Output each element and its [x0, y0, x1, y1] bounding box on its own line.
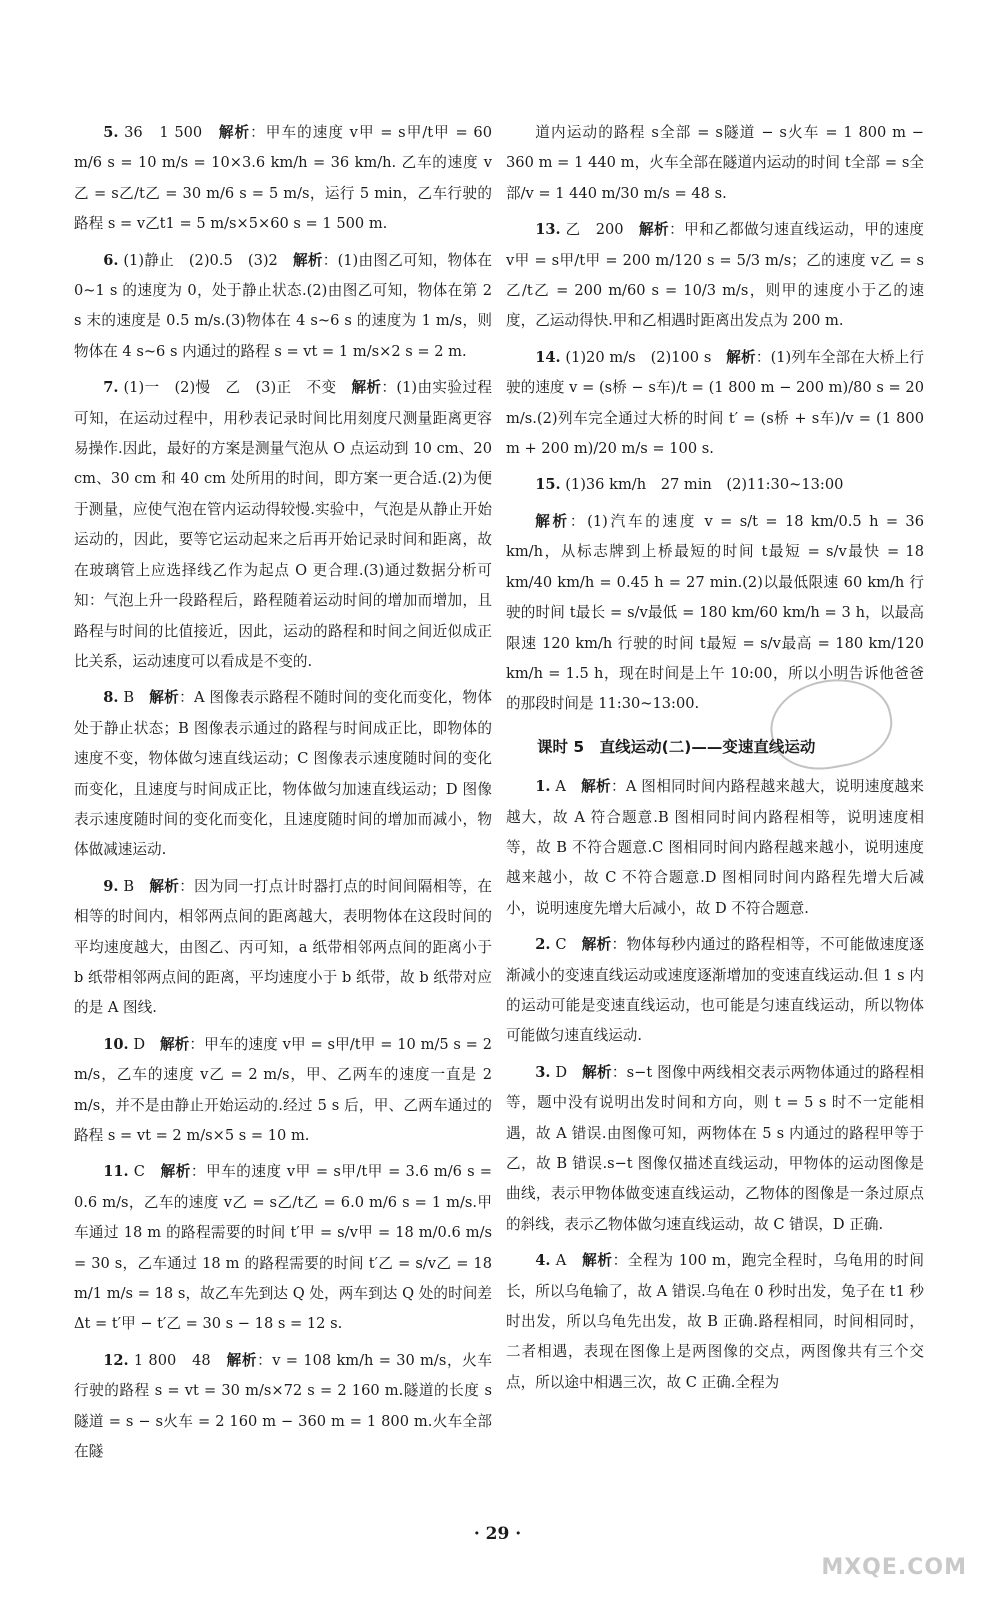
answer-text: B	[123, 689, 135, 707]
answer-text: C	[555, 936, 567, 954]
analysis-label: 解析	[149, 877, 180, 895]
answer-paragraph	[74, 1157, 492, 1339]
answer-paragraph	[74, 683, 492, 865]
analysis-text: ：A 图相同时间内路程越来越大，说明速度越来越大，故 A 符合题意.B 图相同时间内路程相等，说明速度相等，故 B 不符合题意.C 图相同时间内路程越来越小，说明速度越来越小，故 C 不符合题意.D 图相同时间内路程先增大后减小，说明速度先增大后减小，故 D 不符合题意.	[506, 778, 924, 917]
answer-paragraph	[74, 373, 492, 677]
answer-text: D	[555, 1063, 568, 1081]
answer-text: D	[133, 1035, 146, 1053]
answer-paragraph	[506, 215, 924, 337]
question-number: 1.	[535, 778, 551, 796]
analysis-text: ：甲车的速度 v甲 = s甲/t甲 = 3.6 m/6 s = 0.6 m/s，乙车的速度 v乙 = s乙/t乙 = 6.0 m/6 s = 1 m/s.甲车通过 18 m 的路程需要的时间 t′甲 = s/v甲 = 18 m/0.6 m/s = 30 s，乙车通过 18 m 的路程需要的时间 t′乙 = s/v乙 = 18 m/1 m/s = 18 s，故乙车先到达 Q 处，两车到达 Q 处的时间差 Δt = t′甲 − t′乙 = 30 s − 18 s = 12 s.	[74, 1163, 492, 1333]
question-number: 6.	[103, 251, 119, 269]
answer-text: B	[123, 877, 135, 895]
answer-paragraph	[506, 470, 924, 500]
analysis-label: 解析	[726, 348, 756, 366]
analysis-label: 解析	[582, 1063, 612, 1081]
question-number: 12.	[103, 1351, 129, 1369]
analysis-label: 解析	[639, 221, 670, 239]
answer-paragraph	[506, 118, 924, 209]
question-number: 2.	[535, 936, 551, 954]
analysis-text: 道内运动的路程 s全部 = s隧道 − s火车 = 1 800 m − 360 m = 1 440 m，火车全部在隧道内运动的时间 t全部 = s全部/v = 1 440 m/30 m/s = 48 s.	[506, 124, 924, 202]
analysis-label: 解析	[218, 124, 251, 141]
section-title: 课时 5 直线运动(二)——变速直线运动	[537, 737, 816, 756]
answer-text: 36 1 500	[124, 124, 203, 141]
left-column	[74, 118, 492, 1473]
question-number: 8.	[103, 689, 119, 707]
question-number: 15.	[535, 476, 561, 494]
answer-text: (1)静止 (2)0.5 (3)2	[123, 251, 278, 269]
question-number: 14.	[535, 348, 561, 366]
analysis-label: 解析	[535, 512, 570, 530]
analysis-text: ：全程为 100 m，跑完全程时，乌龟用的时间长，所以乌龟输了，故 A 错误.乌龟在 0 秒时出发，兔子在 t1 秒时出发，所以乌龟先出发，故 B 正确.路程相同，时间相同时，二者相遇，表现在图像上是两图像的交点，两图像共有三个交点，所以途中相遇三次，故 C 正确.全程为	[506, 1252, 924, 1391]
analysis-label: 解析	[160, 1163, 191, 1181]
analysis-label: 解析	[581, 936, 612, 954]
answer-paragraph	[506, 1246, 924, 1398]
analysis-text: ：A 图像表示路程不随时间的变化而变化，物体处于静止状态；B 图像表示通过的路程与时间成正比，即物体的速度不变，物体做匀速直线运动；C 图像表示速度随时间的变化而变化，且速度与时间成正比，物体做匀加速直线运动；D 图像表示速度随时间的变化而变化，且速度随时间的增加而减小，物体做减速运动.	[74, 689, 492, 859]
question-number: 10.	[103, 1035, 129, 1053]
page-number: · 29 ·	[473, 1524, 522, 1544]
question-number: 3.	[535, 1063, 551, 1081]
answer-text: (1)20 m/s (2)100 s	[565, 348, 712, 366]
analysis-text: ：(1)由实验过程可知，在运动过程中，用秒表记录时间比用刻度尺测量距离更容易操作.因此，最好的方案是测量气泡从 O 点运动到 10 cm、20 cm、30 cm 和 40 cm 处所用的时间，即方案一更合适.(2)为便于测量，应使气泡在管内运动得较慢.实验中，气泡是从静止开始运动的，因此，要等它运动起来之后再开始记录时间和距离，故在玻璃管上应选择线乙作为起点 O 更合理.(3)通过数据分析可知：气泡上升一段路程后，路程随着运动时间的增加而增加，且路程与时间的比值接近，因此，运动的路程和时间之间近似成正比关系，运动速度可以看成是不变的.	[74, 379, 492, 670]
analysis-text: ：因为同一打点计时器打点的时间间隔相等，在相等的时间内，相邻两点间的距离越大，表明物体在这段时间的平均速度越大，由图乙、丙可知，a 纸带相邻两点间的距离小于 b 纸带相邻两点间的距离，平均速度小于 b 纸带，故 b 纸带对应的是 A 图线.	[74, 877, 492, 1017]
analysis-text: ：s−t 图像中两线相交表示两物体通过的路程相等，题中没有说明出发时间和方向，则 t = 5 s 时不一定能相遇，故 A 错误.由图像可知，两物体在 5 s 内通过的路程甲等于乙，故 B 错误.s−t 图像仅描述直线运动，甲物体的运动图像是曲线，表示甲物体做变速直线运动，乙物体的图像是一条过原点的斜线，表示乙物体做匀速直线运动，故 C 错误，D 正确.	[506, 1063, 924, 1233]
question-number: 4.	[535, 1252, 551, 1270]
analysis-label: 解析	[226, 1351, 258, 1369]
analysis-label: 解析	[292, 251, 323, 269]
question-number: 5.	[103, 124, 119, 141]
answer-paragraph	[74, 872, 492, 1024]
analysis-text: ：甲车的速度 v甲 = s甲/t甲 = 60 m/6 s = 10 m/s = 10×3.6 km/h = 36 km/h. 乙车的速度 v乙 = s乙/t乙 = 30 m/6 s = 5 m/s，运行 5 min，乙车行驶的路程 s = v乙t1 = 5 m/s×5×60 s = 1 500 m.	[74, 124, 492, 233]
answer-paragraph	[506, 930, 924, 1052]
analysis-text: ：物体每秒内通过的路程相等，不可能做速度逐渐减小的变速直线运动或速度逐渐增加的变速直线运动.但 1 s 内的运动可能是变速直线运动，也可能是匀速直线运动，所以物体可能做匀速直线运动.	[506, 936, 924, 1045]
analysis-label: 解析	[159, 1035, 190, 1053]
analysis-text: ：甲和乙都做匀速直线运动，甲的速度 v甲 = s甲/t甲 = 200 m/120 s = 5/3 m/s；乙的速度 v乙 = s乙/t乙 = 200 m/60 s = 10/3 m/s，则甲的速度小于乙的速度，乙运动得快.甲和乙相遇时距离出发点为 200 m.	[506, 221, 924, 330]
answer-text: 1 800 48	[133, 1351, 211, 1369]
answer-text: A	[555, 1252, 567, 1270]
answer-paragraph	[74, 1030, 492, 1152]
answer-text: (1)一 (2)慢 乙 (3)正 不变	[123, 379, 337, 397]
answer-paragraph	[74, 1346, 492, 1468]
answer-text: 乙 200	[565, 221, 624, 239]
answer-text: A	[555, 778, 566, 796]
question-number: 9.	[103, 877, 119, 895]
question-number: 13.	[535, 221, 561, 239]
analysis-text: ：v = 108 km/h = 30 m/s，火车行驶的路程 s = vt = 30 m/s×72 s = 2 160 m.隧道的长度 s隧道 = s − s火车 = 2 160 m − 360 m = 1 800 m.火车全部在隧	[74, 1351, 492, 1461]
answer-text: (1)36 km/h 27 min (2)11:30~13:00	[565, 476, 844, 494]
answer-paragraph	[506, 772, 924, 924]
question-number: 11.	[103, 1163, 129, 1181]
watermark-logo: MXQE.COM	[821, 1555, 967, 1580]
analysis-label: 解析	[582, 1252, 613, 1270]
analysis-label: 解析	[351, 379, 382, 397]
answer-paragraph	[74, 118, 492, 240]
analysis-text: ：(1)由图乙可知，物体在 0~1 s 的速度为 0，处于静止状态.(2)由图乙可知，物体在第 2 s 末的速度是 0.5 m/s.(3)物体在 4 s~6 s 的速度为 1 m/s，则物体在 4 s~6 s 内通过的路程 s = vt = 1 m/s×2 s = 2 m.	[74, 251, 492, 360]
analysis-label: 解析	[581, 778, 611, 796]
analysis-text: ：(1)列车全部在大桥上行驶的速度 v = (s桥 − s车)/t = (1 800 m − 200 m)/80 s = 20 m/s.(2)列车完全通过大桥的时间 t′ = (s桥 + s车)/v = (1 800 m + 200 m)/20 m/s = 100 s.	[506, 348, 924, 458]
analysis-label: 解析	[149, 689, 180, 707]
analysis-text: ：甲车的速度 v甲 = s甲/t甲 = 10 m/5 s = 2 m/s，乙车的速度 v乙 = 2 m/s，甲、乙两车的速度一直是 2 m/s，并不是由静止开始运动的.经过 5 s 后，甲、乙两车通过的路程 s = vt = 2 m/s×5 s = 10 m.	[74, 1035, 492, 1144]
answer-text: C	[133, 1163, 145, 1181]
answer-paragraph	[506, 1058, 924, 1240]
question-number: 7.	[103, 379, 119, 397]
analysis-text: ：(1)汽车的速度 v = s/t = 18 km/0.5 h = 36 km/h，从标志牌到上桥最短的时间 t最短 = s/v最快 = 18 km/40 km/h = 0.45 h = 27 min.(2)以最低限速 60 km/h 行驶的时间 t最长 = s/v最低 = 180 km/60 km/h = 3 h，以最高限速 120 km/h 行驶的时间 t最短 = s/v最高 = 180 km/120 km/h = 1.5 h，现在时间是上午 10:00，所以小明告诉他爸爸的那段时间是 11:30~13:00.	[506, 512, 924, 713]
answer-paragraph	[74, 246, 492, 368]
answer-paragraph	[506, 343, 924, 465]
